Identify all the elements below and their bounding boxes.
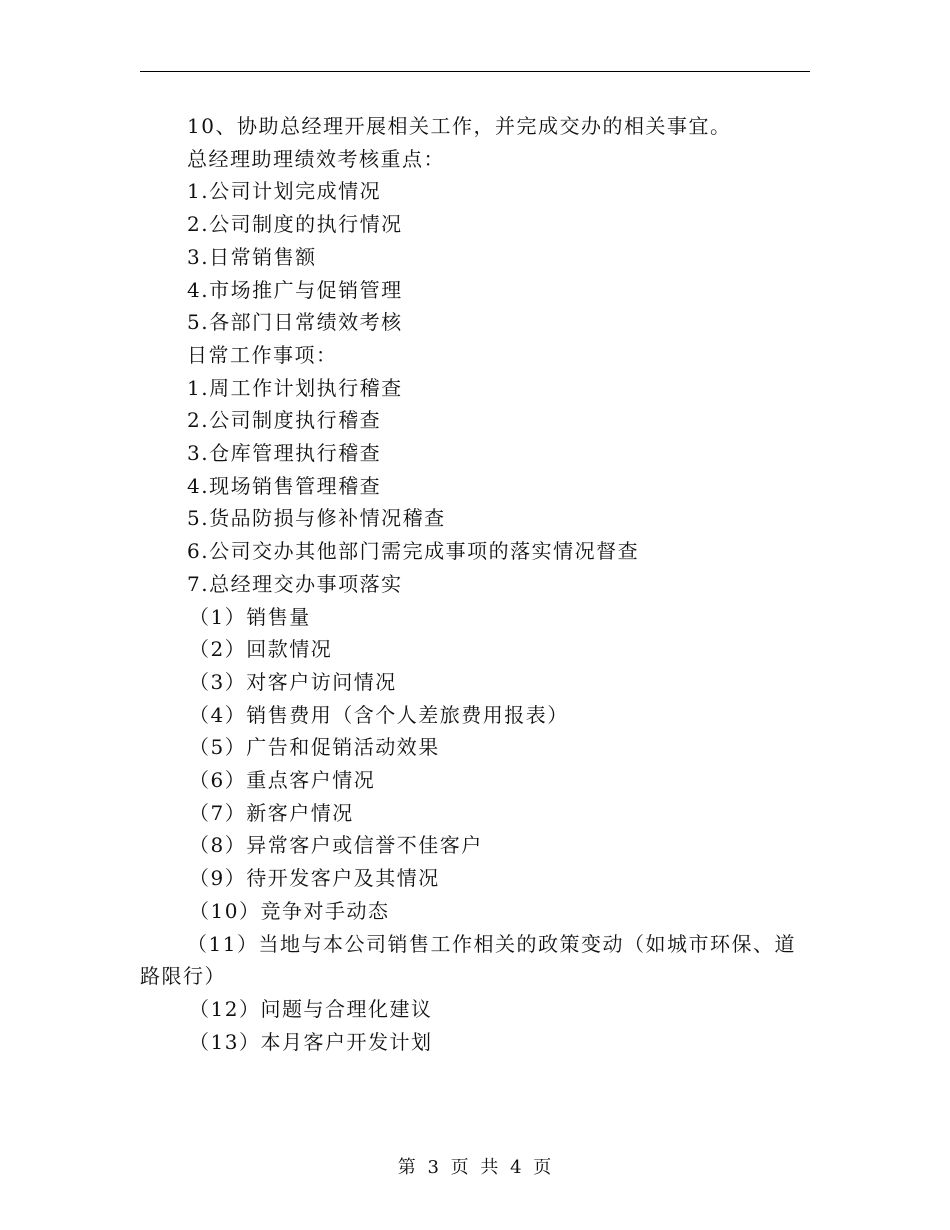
sub-list-item: （7）新客户情况 [189,800,354,825]
sub-list-item: （3）对客户访问情况 [189,669,397,694]
document-body [140,110,810,1058]
list-item: 4.市场推广与促销管理 [187,277,403,302]
sub-list-item: （2）回款情况 [189,637,333,662]
sub-list-item: （1）销售量 [189,604,311,629]
list-item: 5.各部门日常绩效考核 [187,310,403,335]
page-number: 第 3 页 共 4 页 [397,1157,553,1178]
list-item: 5.货品防损与修补情况稽查 [187,506,446,531]
list-item: 3.仓库管理执行稽查 [187,441,382,466]
section-heading: 日常工作事项： [187,342,338,367]
list-item: 3.日常销售额 [187,244,317,269]
list-item: 7.总经理交办事项落实 [187,571,403,596]
sub-list-item: （10）竞争对手动态 [189,898,390,923]
sub-list-item: （8）异常客户或信誉不佳客户 [189,833,483,858]
list-item: 4.现场销售管理稽查 [187,473,382,498]
sub-list-item: （9）待开发客户及其情况 [189,866,440,891]
list-item: 6.公司交办其他部门需完成事项的落实情况督查 [187,539,640,564]
list-item: 2.公司制度执行稽查 [187,408,382,433]
paragraph: 10、协助总经理开展相关工作，并完成交办的相关事宜。 [187,114,732,138]
list-item: 1.公司计划完成情况 [187,179,382,204]
header-rule [140,71,810,72]
sub-list-item: （5）广告和促销活动效果 [189,735,440,760]
list-item: 2.公司制度的执行情况 [187,212,403,237]
sub-list-item: （11）当地与本公司销售工作相关的政策变动（如城市环保、道路限行） [140,931,796,989]
sub-list-item: （12）问题与合理化建议 [189,996,433,1021]
sub-list-item: （13）本月客户开发计划 [189,1029,433,1054]
list-item: 1.周工作计划执行稽查 [187,375,403,400]
section-heading: 总经理助理绩效考核重点： [187,146,445,171]
sub-list-item: （4）销售费用（含个人差旅费用报表） [189,702,569,727]
sub-list-item: （6）重点客户情况 [189,768,376,793]
